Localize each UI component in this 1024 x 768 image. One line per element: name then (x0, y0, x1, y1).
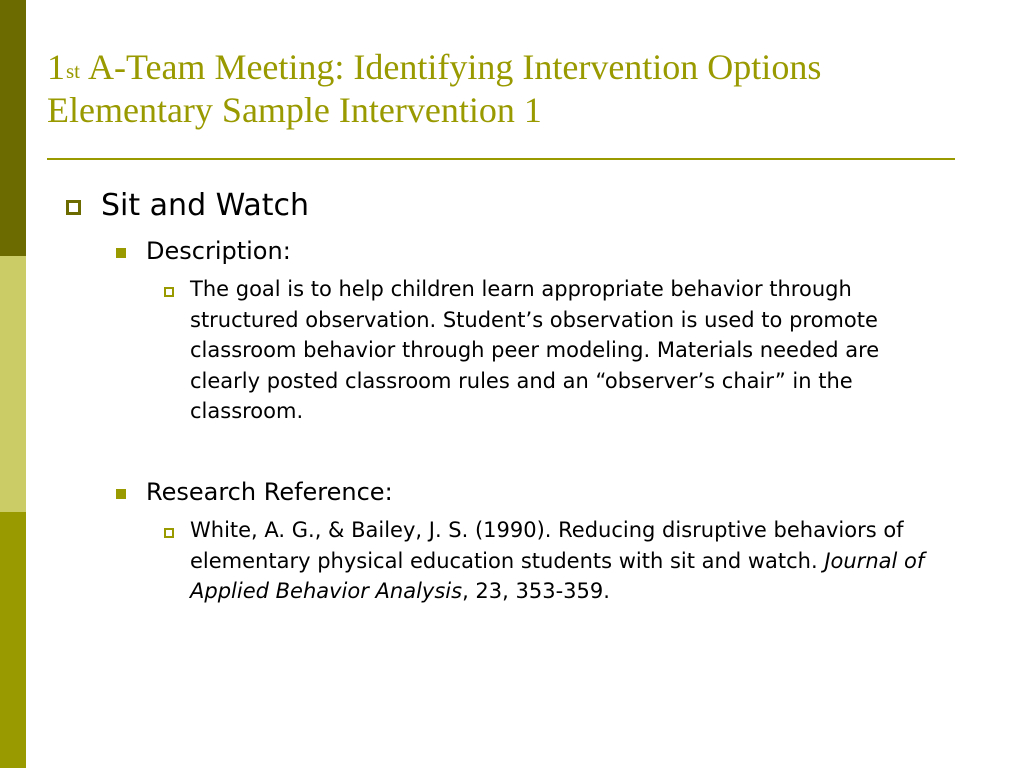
research-label: Research Reference: (146, 478, 393, 506)
title-superscript: st (66, 59, 81, 83)
filled-square-icon (116, 248, 126, 258)
title-line1: A-Team Meeting: Identifying Intervention Options (88, 47, 822, 87)
reference-authors: White, A. G., & Bailey, J. S. (1990). Reducing disruptive behaviors of elementary physical education students with sit and watch. (190, 518, 904, 573)
title-number: 1 (47, 47, 65, 87)
hollow-square-icon (164, 287, 174, 297)
reference-tail: , 23, 353-359. (462, 579, 610, 603)
description-label: Description: (146, 237, 291, 265)
reference-journal: Journal of Applied Behavior Analysis (190, 548, 925, 603)
filled-square-icon (116, 489, 126, 499)
description-text: The goal is to help children learn appropriate behavior through structured observation. Student’s observation is used to promote classroom behavior through peer modeling. Materials needed are clearly posted classroom rules and an “observer’s chair” in the classroom. (190, 277, 880, 423)
hollow-square-icon (66, 200, 81, 215)
research-reference (190, 515, 950, 607)
hollow-square-icon (164, 528, 174, 538)
title-line2: Elementary Sample Intervention 1 (47, 90, 542, 130)
bullet-heading: Sit and Watch (101, 188, 310, 223)
